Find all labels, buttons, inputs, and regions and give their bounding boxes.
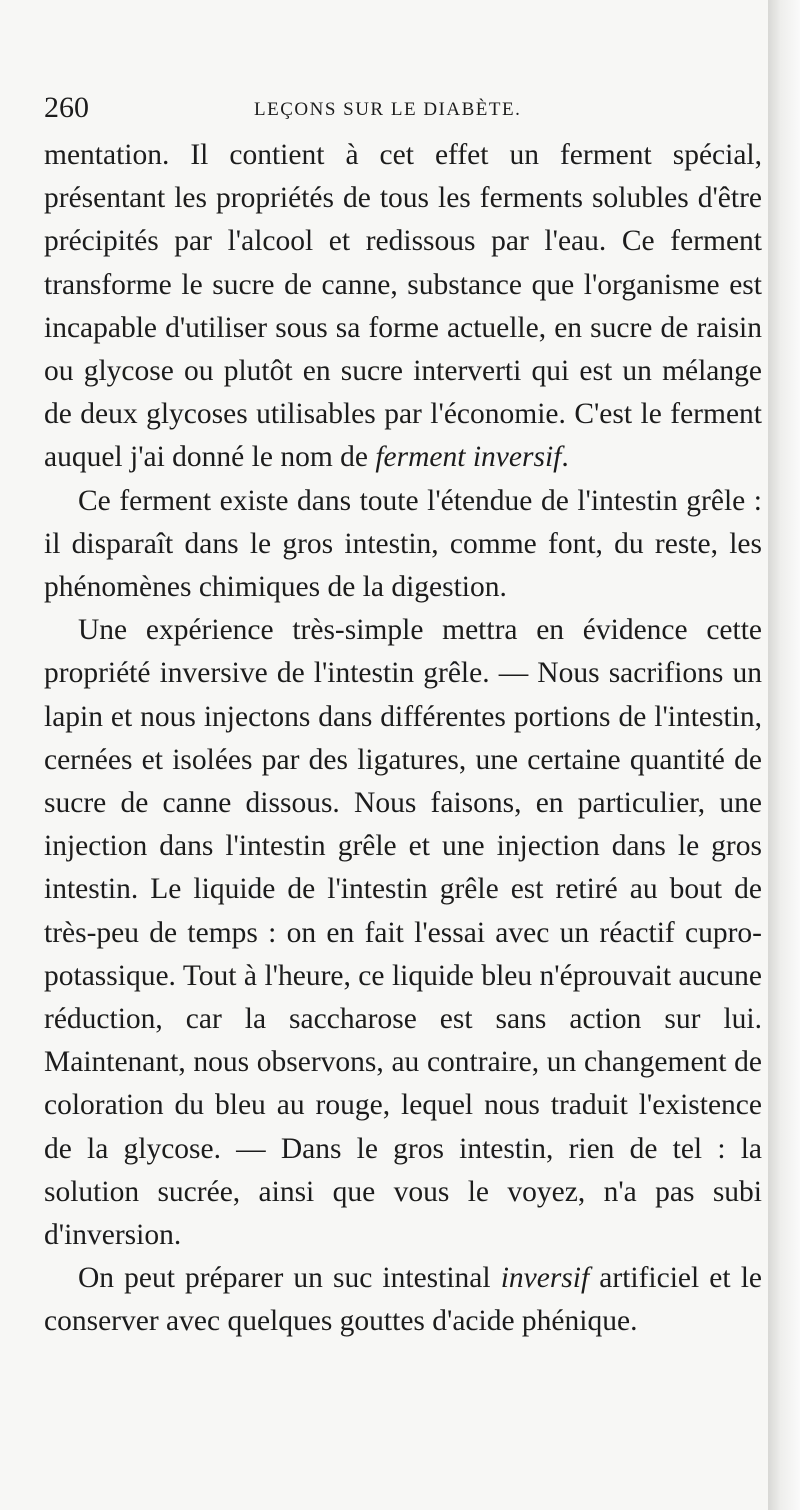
- page-edge-shadow: [768, 0, 800, 1510]
- paragraph-4: [44, 1257, 762, 1343]
- paragraph-1: [44, 134, 762, 480]
- page-number: 260: [44, 91, 89, 124]
- paragraph-4-text: On peut préparer un suc intestinal: [78, 1262, 501, 1295]
- italic-term-inversif: inversif: [500, 1262, 590, 1295]
- running-head: LEÇONS SUR LE DIABÈTE.: [254, 99, 522, 120]
- paragraph-1-end: .: [561, 441, 569, 474]
- paragraph-4-end: artificiel et le conserver avec quelques gouttes d'acide phénique.: [44, 1262, 762, 1338]
- italic-term-ferment-inversif: ferment inversif: [375, 441, 562, 474]
- body-text: [44, 134, 762, 1344]
- paragraph-2: Ce ferment existe dans toute l'étendue de l'intestin grêle : il disparaît dans le gros intestin, comme font, du reste, les phénomènes chimiques de la digestion.: [44, 484, 762, 604]
- page-header: [44, 88, 764, 128]
- paragraph-1-text: mentation. Il contient à cet effet un ferment spécial, présentant les propriétés de tous les ferments solubles d'être précipités par l'alcool et redissous par l'eau. Ce ferment transforme le sucre de canne, substance que l'organisme est incapable d'utiliser sous sa forme actuelle, en sucre de raisin ou glycose ou plutôt en sucre interverti qui est un mélange de deux glycoses utilisables par l'économie. C'est le ferment auquel j'ai donné le nom de: [44, 139, 762, 474]
- paragraph-3: Une expérience très-simple mettra en évidence cette propriété inversive de l'intestin grêle. — Nous sacrifions un lapin et nous injectons dans différentes portions de l'intestin, cernées et isolées par des ligatures, une certaine quantité de sucre de canne dissous. Nous faisons, en particulier, une injection dans l'intestin grêle et une injection dans le gros intestin. Le liquide de l'intestin grêle est retiré au bout de très-peu de temps : on en fait l'essai avec un réactif cupro-potassique. Tout à l'heure, ce liquide bleu n'éprouvait aucune réduction, car la saccharose est sans action sur lui. Maintenant, nous observons, au contraire, un changement de coloration du bleu au rouge, lequel nous traduit l'existence de la glycose. — Dans le gros intestin, rien de tel : la solution sucrée, ainsi que vous le voyez, n'a pas subi d'inversion.: [44, 614, 762, 1252]
